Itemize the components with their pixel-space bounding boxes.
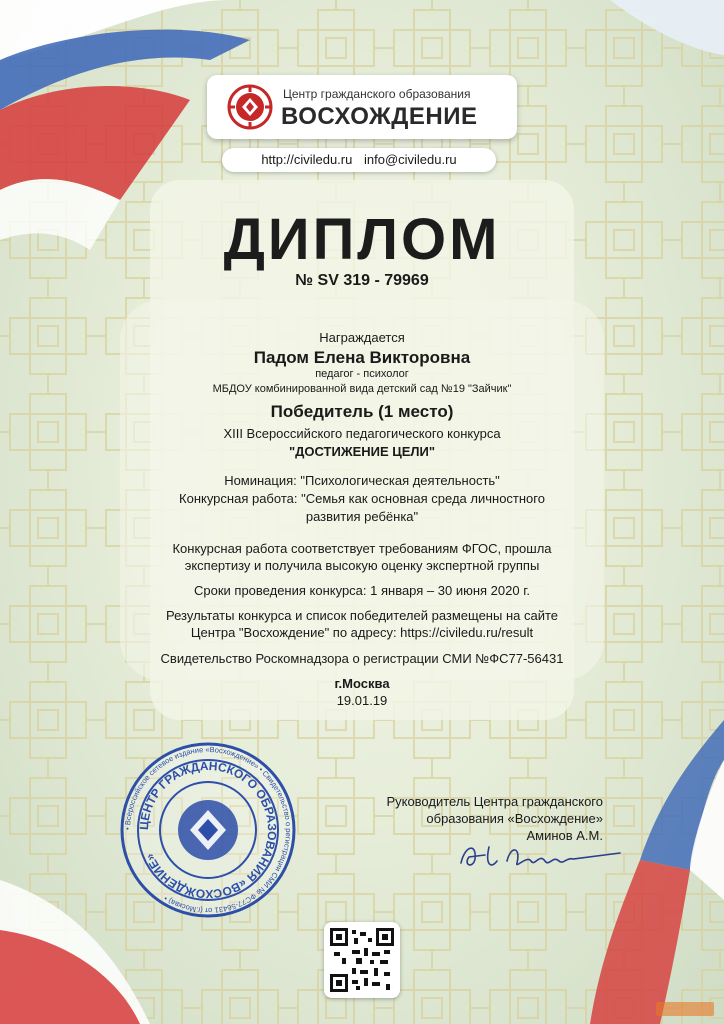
official-stamp xyxy=(118,740,298,920)
issue-city: г.Москва xyxy=(334,676,390,691)
recipient-position: педагог - психолог xyxy=(315,368,409,380)
stamp-outer-text: • Всероссийское сетевое издание «Восхождение» • Свидетельство о регистрации СМИ № ФС77-56431 от (г.Москва) • xyxy=(122,744,294,916)
nomination: Номинация: "Психологическая деятельность" xyxy=(224,473,500,488)
organization-logo-icon xyxy=(227,84,273,130)
stamp-emblem-icon xyxy=(178,800,238,860)
signatory-title-line1: Руководитель Центра гражданского xyxy=(386,794,603,809)
signatory-title-line2: образования «Восхождение» xyxy=(426,811,603,826)
corner-brand-icon xyxy=(656,1002,714,1016)
award-place: Победитель (1 место) xyxy=(270,402,454,421)
qr-code-icon xyxy=(330,928,394,992)
qr-code[interactable] xyxy=(324,922,400,998)
header-card xyxy=(207,75,517,139)
awarded-label: Награждается xyxy=(319,330,405,345)
recipient-name: Падом Елена Викторовна xyxy=(253,348,471,367)
stamp-inner-text: ЦЕНТР ГРАЖДАНСКОГО ОБРАЗОВАНИЯ «ВОСХОЖДЕНИЕ» xyxy=(136,758,280,902)
email-link[interactable]: info@civiledu.ru xyxy=(363,152,457,167)
compliance-line2: экспертизу и получила высокую оценку экспертной группы xyxy=(184,558,540,573)
work-title-line2: развития ребёнка" xyxy=(305,509,419,524)
diploma-number: № SV 319 - 79969 xyxy=(295,272,429,289)
contest-name: "ДОСТИЖЕНИЕ ЦЕЛИ" xyxy=(288,444,436,459)
registration-info: Свидетельство Роскомнадзора о регистрации СМИ №ФС77-56431 xyxy=(160,651,564,666)
header-subtitle: Центр гражданского образования xyxy=(283,87,471,101)
work-title-line1: Конкурсная работа: "Семья как основная среда личностного xyxy=(179,491,545,506)
site-link[interactable]: http://civiledu.ru xyxy=(261,152,353,167)
contest-description: XIII Всероссийского педагогического конкурса xyxy=(223,426,501,441)
compliance-line1: Конкурсная работа соответствует требованиям ФГОС, прошла xyxy=(172,541,552,556)
issue-date: 19.01.19 xyxy=(336,693,388,708)
header-title: ВОСХОЖДЕНИЕ xyxy=(281,103,478,130)
handwritten-signature xyxy=(455,835,625,875)
results-line1: Результаты конкурса и список победителей размещены на сайте xyxy=(166,608,558,623)
contacts-bar xyxy=(222,148,496,172)
contest-dates: Сроки проведения конкурса: 1 января – 30 июня 2020 г. xyxy=(194,583,530,598)
results-line2: Центра "Восхождение" по адресу: https://civiledu.ru/result xyxy=(190,625,534,640)
recipient-organization: МБДОУ комбинированной вида детский сад №19 "Зайчик" xyxy=(212,383,512,395)
diploma-title: ДИПЛОМ xyxy=(223,207,501,272)
signatory-name: Аминов А.М. xyxy=(526,828,603,843)
